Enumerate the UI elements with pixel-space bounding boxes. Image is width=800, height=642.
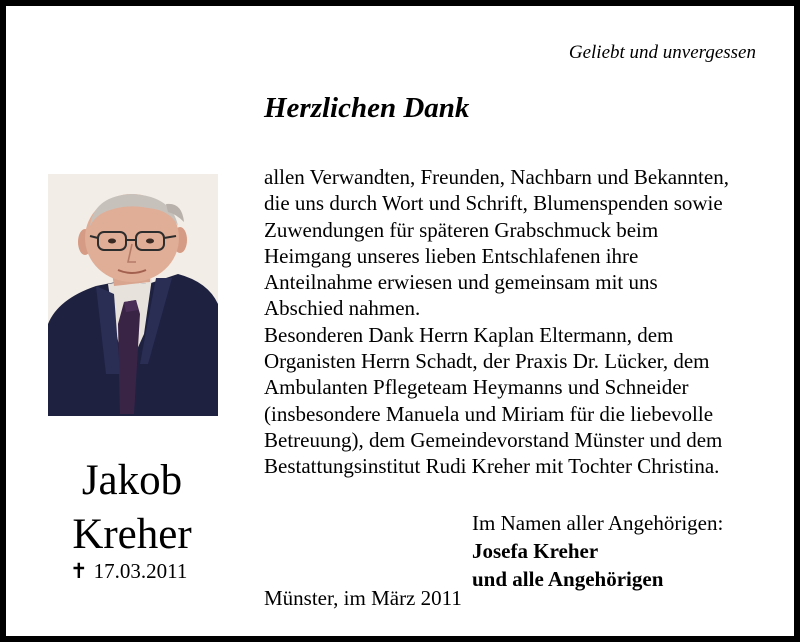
death-date-line [70, 559, 187, 584]
text-line: Zuwendungen für späteren Grabschmuck beim [264, 217, 659, 242]
deceased-last-name: Kreher [72, 511, 192, 558]
signature-name: Josefa Kreher [472, 539, 599, 563]
text-line: Betreuung), dem Gemeindevorstand Münster und dem [264, 427, 723, 452]
heading: Herzlichen Dank [264, 92, 470, 124]
text-line: Heimgang unseres lieben Entschlafenen ihre [264, 243, 639, 268]
signature-family: und alle Angehörigen [472, 567, 664, 591]
signature-intro: Im Namen aller Angehörigen: [472, 511, 724, 535]
text-line: (insbesondere Manuela und Miriam für die liebevolle [264, 401, 714, 426]
text-line: Ambulanten Pflegeteam Heymanns und Schneider [264, 375, 689, 400]
text-line: Anteilnahme erwiesen und gemeinsam mit uns [264, 270, 658, 295]
cross-icon: ✝ [70, 559, 88, 583]
motto: Geliebt und unvergessen [568, 42, 756, 63]
thank-you-text [264, 164, 784, 480]
text-line: allen Verwandten, Freunden, Nachbarn und Bekannten, [264, 165, 729, 189]
signature-block [472, 509, 723, 593]
text-line: Abschied nahmen. [264, 296, 421, 321]
portrait-photo [48, 174, 218, 416]
death-date: 17.03.2011 [93, 559, 188, 583]
text-line: Bestattungsinstitut Rudi Kreher mit Tochter Christina. [264, 454, 720, 479]
text-line: die uns durch Wort und Schrift, Blumenspenden sowie [264, 191, 723, 216]
place-date: Münster, im März 2011 [264, 586, 462, 610]
text-line: Besonderen Dank Herrn Kaplan Eltermann, dem [264, 322, 674, 347]
deceased-first-name: Jakob [81, 457, 183, 504]
text-line: Organisten Herrn Schadt, der Praxis Dr. Lücker, dem [264, 349, 710, 374]
